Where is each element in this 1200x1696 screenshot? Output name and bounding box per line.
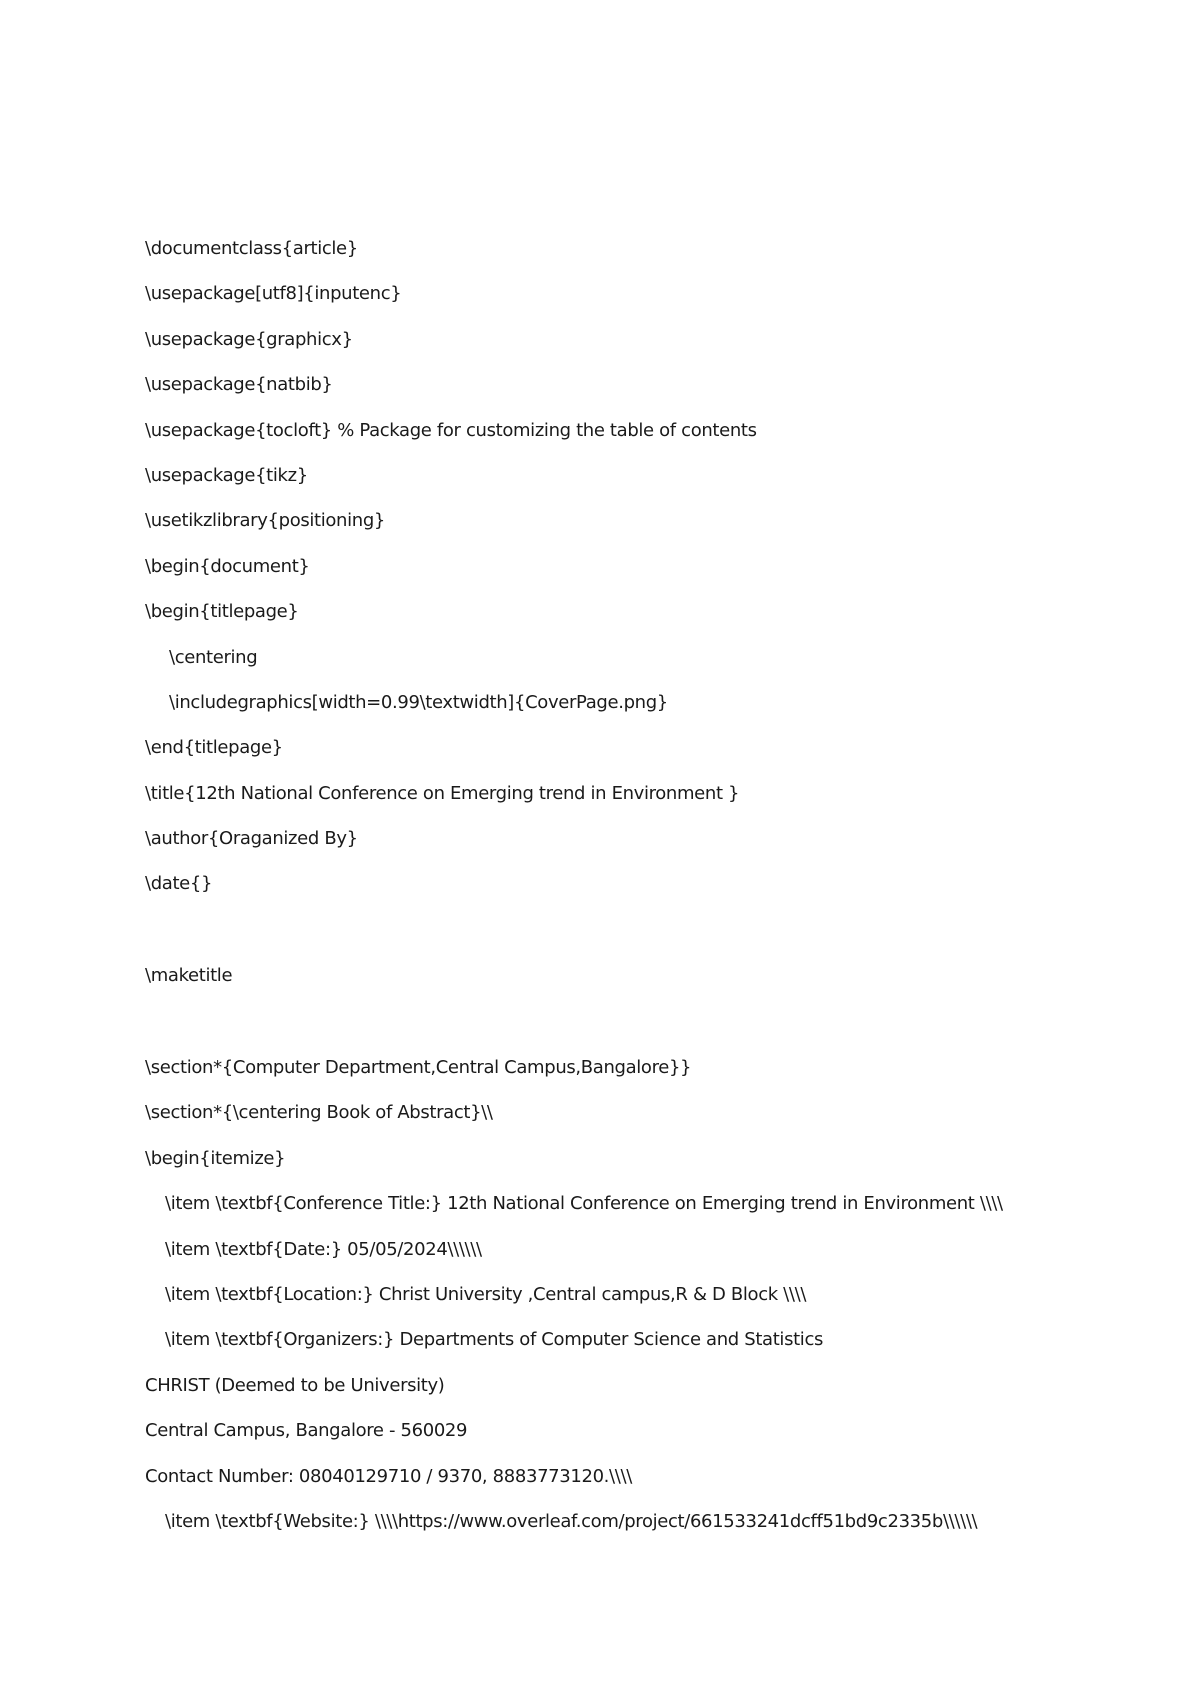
line-item-location: \item \textbf{Location:} Christ University ,Central campus,R & D Block \\\\ xyxy=(165,1283,807,1305)
line-begin-itemize: \begin{itemize} xyxy=(145,1147,286,1169)
line-documentclass: \documentclass{article} xyxy=(145,238,358,259)
line-usepackage-graphicx: \usepackage{graphicx} xyxy=(145,328,353,350)
line-maketitle: \maketitle xyxy=(145,965,233,987)
line-section-book-of-abstract: \section*{\centering Book of Abstract}\\ xyxy=(145,1102,493,1124)
line-university-name: CHRIST (Deemed to be University) xyxy=(145,1374,445,1396)
line-usetikzlibrary: \usetikzlibrary{positioning} xyxy=(145,510,386,532)
line-usepackage-tocloft: \usepackage{tocloft} % Package for customizing the table of contents xyxy=(145,419,757,441)
line-usepackage-natbib: \usepackage{natbib} xyxy=(145,374,333,396)
blank-line xyxy=(145,1009,1155,1055)
line-contact-number: Contact Number: 08040129710 / 9370, 8883773120.\\\\ xyxy=(145,1465,632,1487)
line-campus-address: Central Campus, Bangalore - 560029 xyxy=(145,1420,468,1442)
line-includegraphics: \includegraphics[width=0.99\textwidth]{CoverPage.png} xyxy=(169,691,668,713)
line-begin-document: \begin{document} xyxy=(145,555,310,577)
line-item-website: \item \textbf{Website:} \\\\https://www.overleaf.com/project/661533241dcff51bd9c2335b\\\\\\ xyxy=(165,1510,978,1532)
latex-source-text xyxy=(145,236,1155,1554)
line-centering: \centering xyxy=(169,646,258,668)
line-usepackage-inputenc: \usepackage[utf8]{inputenc} xyxy=(145,283,402,305)
line-title: \title{12th National Conference on Emerging trend in Environment } xyxy=(145,782,740,804)
blank-line xyxy=(145,917,1155,963)
line-section-department: \section*{Computer Department,Central Campus,Bangalore}} xyxy=(145,1057,692,1079)
line-end-titlepage: \end{titlepage} xyxy=(145,737,283,759)
line-item-date: \item \textbf{Date:} 05/05/2024\\\\\\ xyxy=(165,1238,482,1260)
line-item-conference-title: \item \textbf{Conference Title:} 12th National Conference on Emerging trend in Environment \\\\ xyxy=(165,1193,1003,1215)
line-item-organizers: \item \textbf{Organizers:} Departments of Computer Science and Statistics xyxy=(165,1329,824,1351)
line-date: \date{} xyxy=(145,873,213,895)
line-author: \author{Oraganized By} xyxy=(145,828,358,850)
line-begin-titlepage: \begin{titlepage} xyxy=(145,601,299,623)
line-usepackage-tikz: \usepackage{tikz} xyxy=(145,464,308,486)
